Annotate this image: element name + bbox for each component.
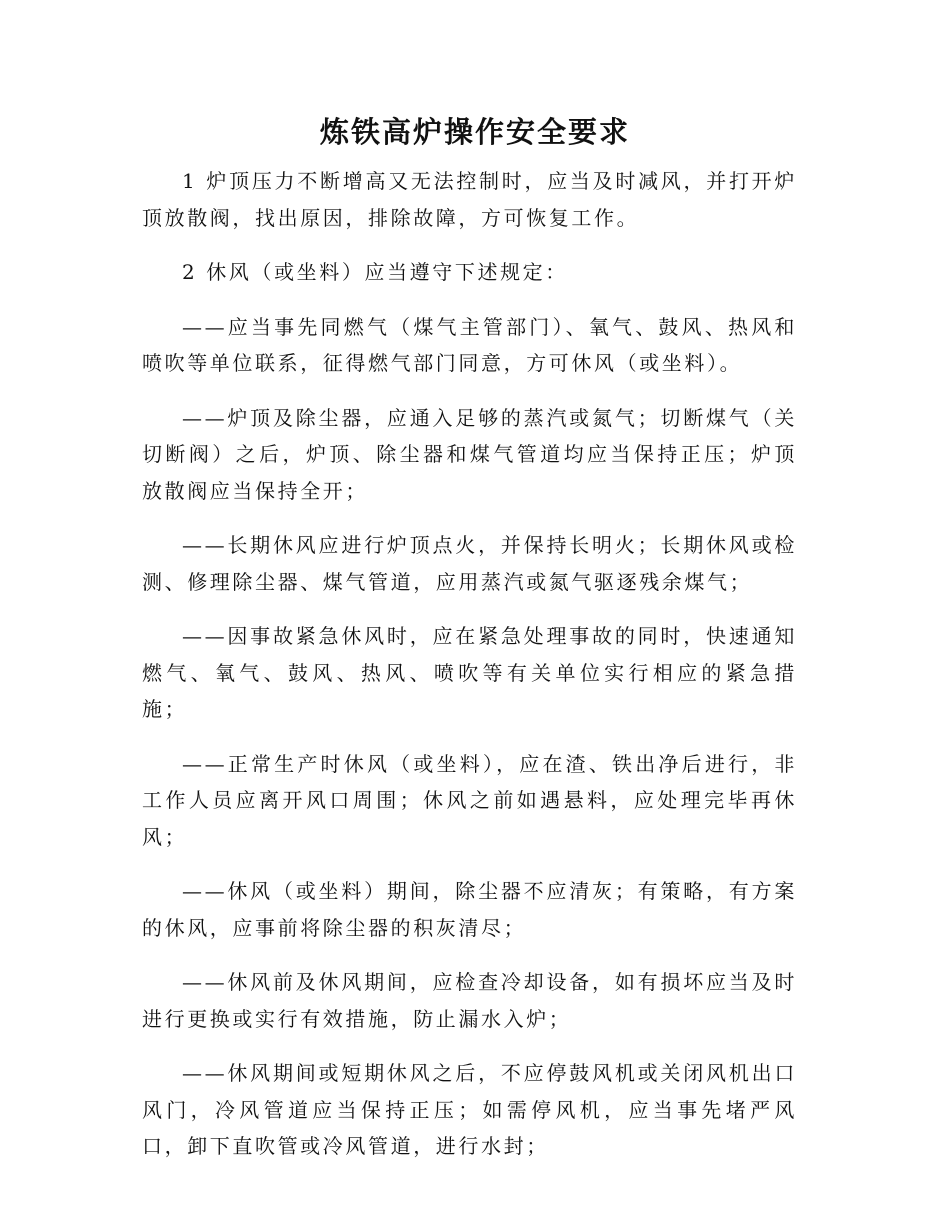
paragraph-1: 1 炉顶压力不断增高又无法控制时，应当及时减风，并打开炉顶放散阀，找出原因，排除故障，方可恢复工作。 (142, 169, 797, 230)
document-body (142, 163, 797, 1183)
document-title: 炼铁高炉操作安全要求 (319, 115, 630, 149)
paragraph-7: ——正常生产时休风（或坐料），应在渣、铁出净后进行，非工作人员应离开风口周围；休风之前如遇悬料，应处理完毕再休风； (142, 751, 797, 849)
paragraph-10: ——休风期间或短期休风之后，不应停鼓风机或关闭风机出口风门，冷风管道应当保持正压；如需停风机，应当事先堵严风口，卸下直吹管或冷风管道，进行水封； (142, 1061, 797, 1158)
paragraph-2: 2 休风（或坐料）应当遵守下述规定： (182, 260, 568, 284)
paragraph-6: ——因事故紧急休风时，应在紧急处理事故的同时，快速通知燃气、氧气、鼓风、热风、喷吹等有关单位实行相应的紧急措施； (142, 624, 797, 721)
paragraph-3: ——应当事先同燃气（煤气主管部门）、氧气、鼓风、热风和喷吹等单位联系，征得燃气部门同意，方可休风（或坐料）。 (142, 314, 797, 375)
paragraph-4: ——炉顶及除尘器，应通入足够的蒸汽或氮气；切断煤气（关切断阀）之后，炉顶、除尘器和煤气管道均应当保持正压；炉顶放散阀应当保持全开； (142, 405, 797, 503)
paragraph-8: ——休风（或坐料）期间，除尘器不应清灰；有策略，有方案的休风，应事前将除尘器的积灰清尽； (142, 879, 797, 940)
paragraph-5: ——长期休风应进行炉顶点火，并保持长明火；长期休风或检测、修理除尘器、煤气管道，应用蒸汽或氮气驱逐残余煤气； (142, 533, 797, 594)
paragraph-9: ——休风前及休风期间，应检查冷却设备，如有损坏应当及时进行更换或实行有效措施，防止漏水入炉； (142, 970, 797, 1031)
